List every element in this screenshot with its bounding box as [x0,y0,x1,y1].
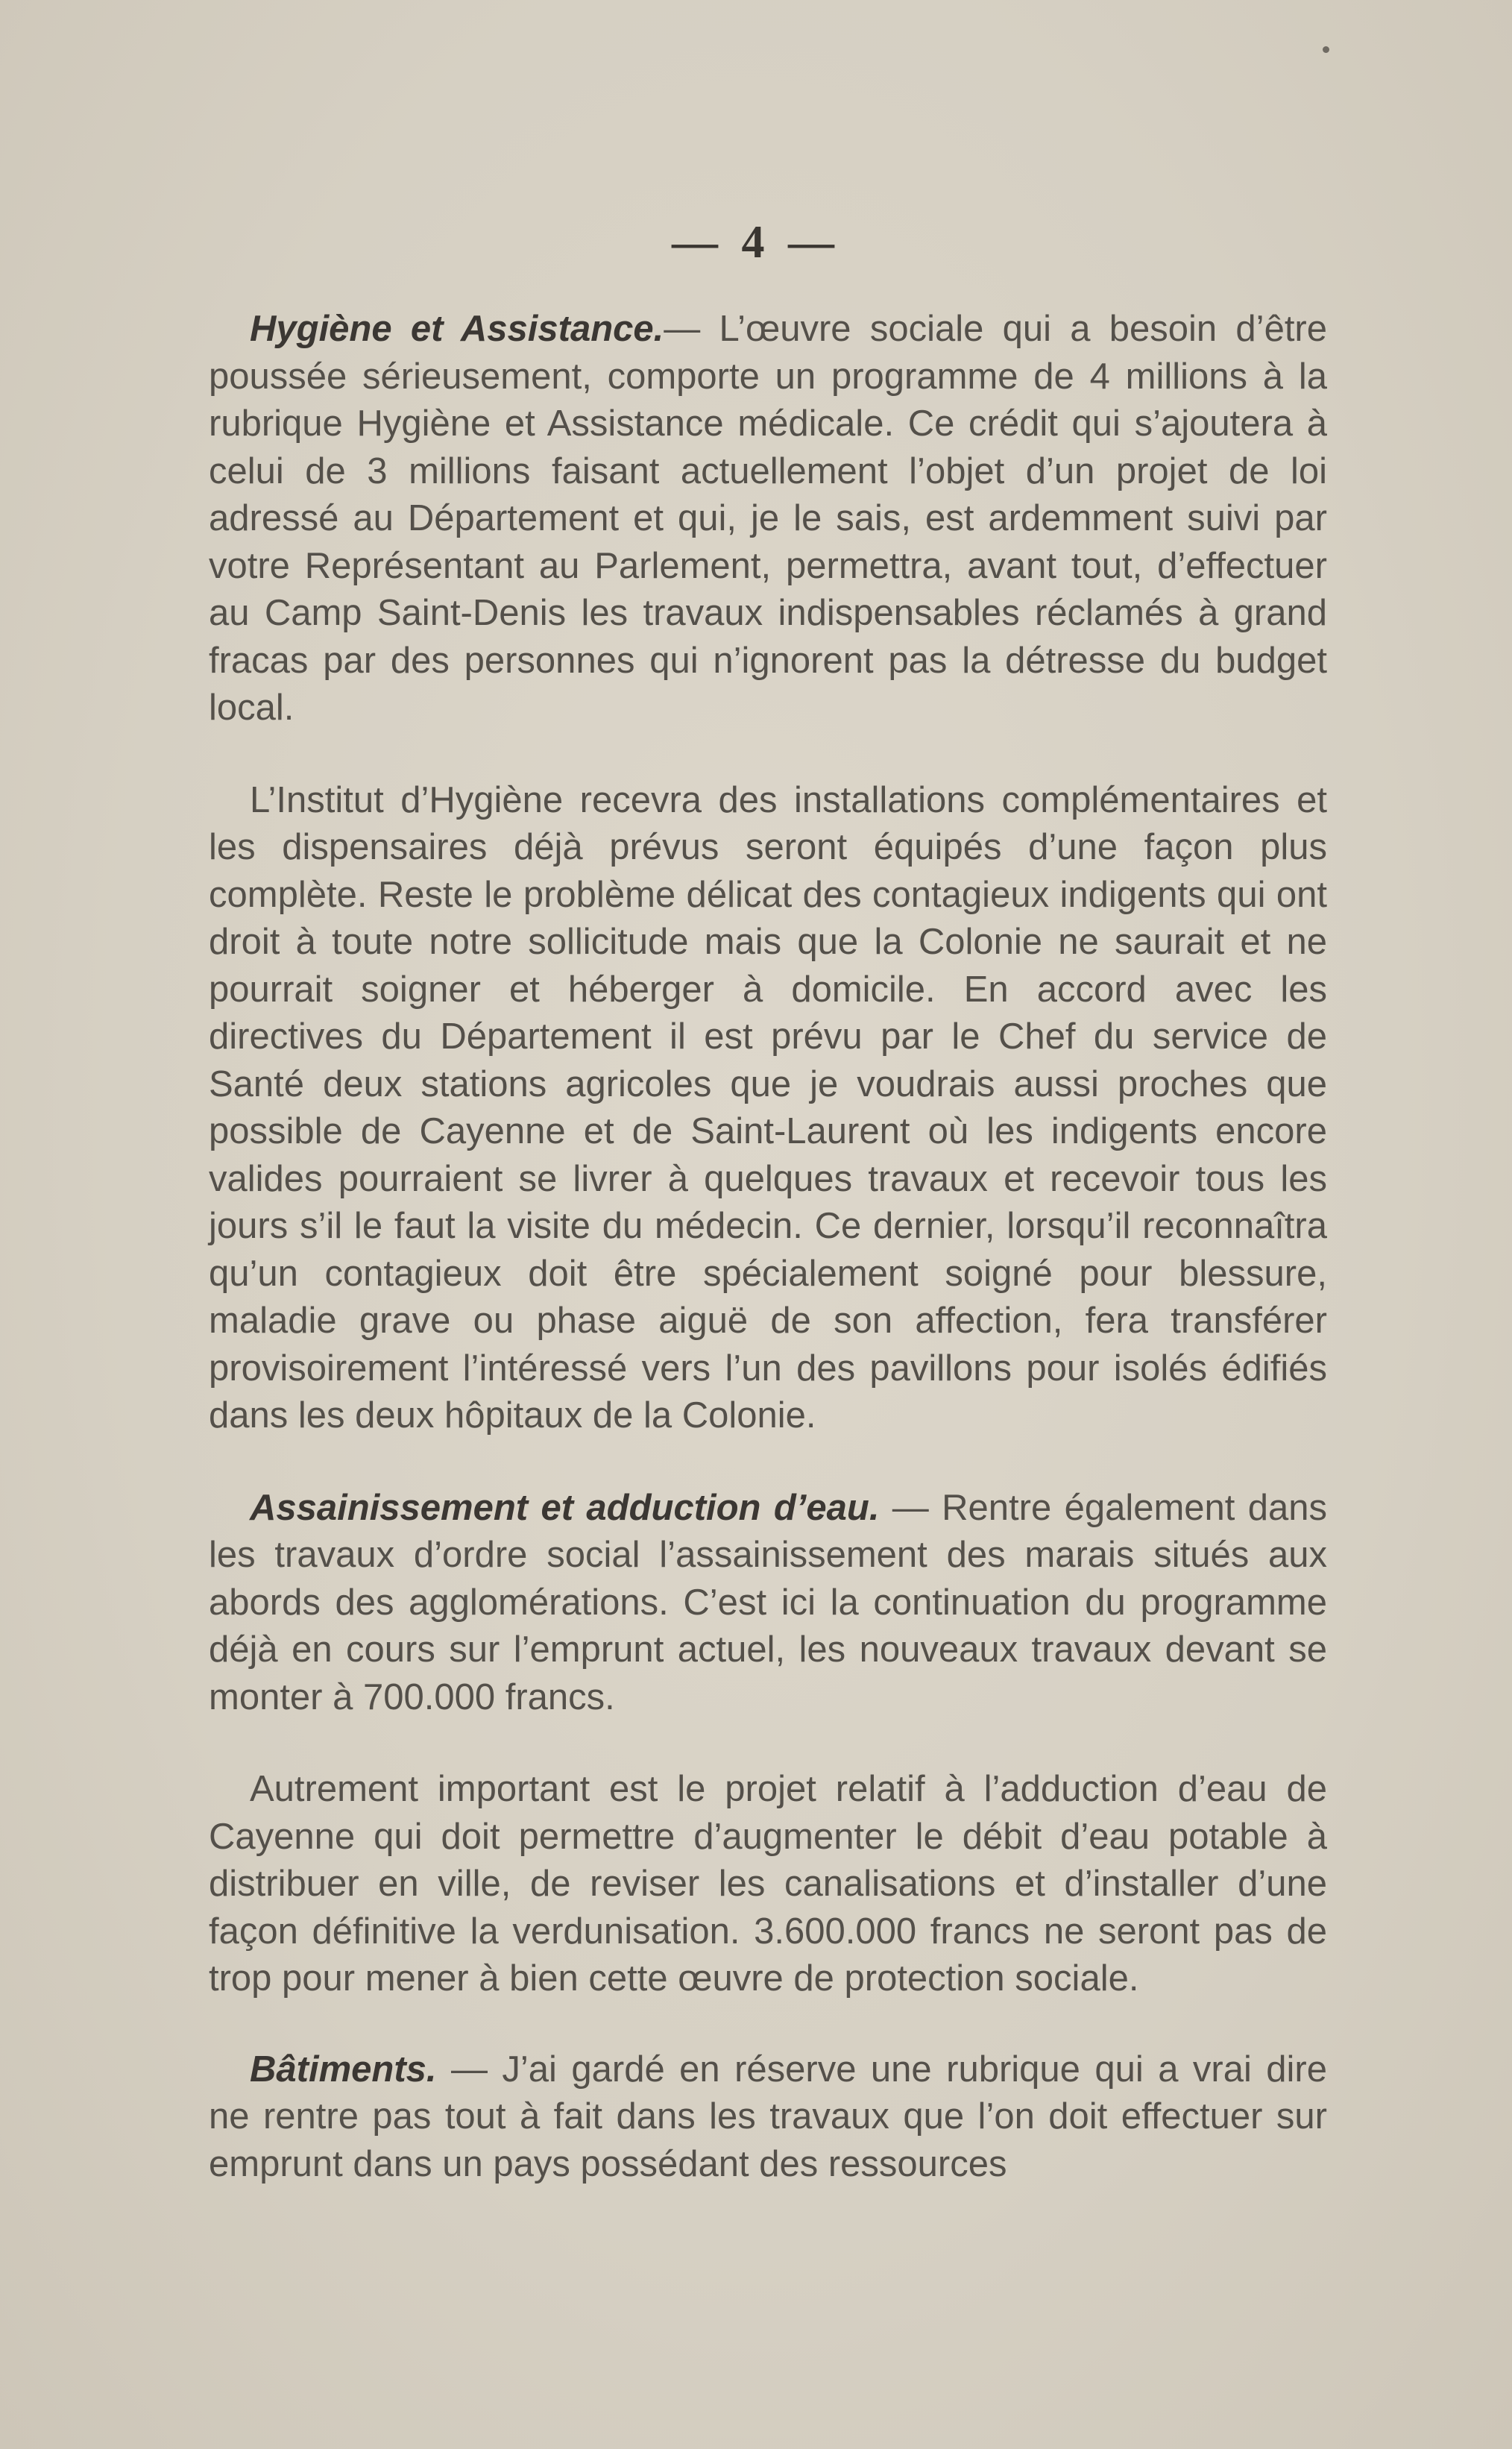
paragraph-gap [209,2003,1327,2046]
paragraph-hygiene [209,306,1327,732]
ink-speck [1323,46,1329,53]
paragraph-text: — J’ai gardé en réserve une rubrique qui a vrai dire ne rentre pas tout à fait dans les travaux que l’on doit effectuer sur emprunt dans un pays possédant des ressources [209,2049,1327,2184]
paragraph-assainissement [209,1485,1327,1722]
paragraph-gap [209,1440,1327,1485]
paragraph-text: L’Institut d’Hygiène recevra des installations complémentaires et les dispensaires déjà prévus seront équipés d’une façon plus complète. Reste le problème délicat des contagieux indigents qui ont droit à toute notre sollicitude mais que la Colonie ne saurait et ne pourrait soigner et héberger à domicile. En accord avec les directives du Département il est prévu par le Chef du service de Santé deux stations agricoles que je voudrais aussi proches que possible de Cayenne et de Saint-Laurent où les indigents encore valides pourraient se livrer à quelques travaux et recevoir tous les jours s’il le faut la visite du médecin. Ce dernier, lorsqu’il reconnaîtra qu’un contagieux doit être spécialement soigné pour blessure, maladie grave ou phase aiguë de son affection, fera transférer provisoirement l’intéressé vers l’un des pavillons pour isolés édifiés dans les deux hôpitaux de la Colonie. [209,779,1327,1436]
paragraph-gap [209,732,1327,777]
paragraph-text: Autrement important est le projet relatif à l’adduction d’eau de Cayenne qui doit permettre d’augmenter le débit d’eau potable à distribuer en ville, de reviser les canalisations et d’installer d’une façon définitive la verdunisation. 3.600.000 francs ne seront pas de trop pour mener à bien cette œuvre de protection sociale. [209,1769,1327,1999]
paragraph-gap [209,1721,1327,1766]
paragraph-adduction [209,1766,1327,2003]
paragraph-text: — Rentre également dans les travaux d’ordre social l’assainissement des marais situés aux abords des agglomérations. C’est ici la continuation du programme déjà en cours sur l’emprunt actuel, les nouveaux travaux devant se monter à 700.000 francs. [209,1487,1328,1717]
section-heading-batiments: Bâtiments. [250,2049,437,2090]
paragraph-institut [209,777,1327,1440]
section-heading-assainissement: Assainissement et adduction d’eau. [250,1487,880,1528]
paragraph-text: — L’œuvre sociale qui a besoin d’être poussée sérieusement, comporte un programme de 4 millions à la rubrique Hygiène et Assistance médicale. Ce crédit qui s’ajoutera à celui de 3 millions faisant actuellement l’objet d’un projet de loi adressé au Département et qui, je le sais, est ardemment suivi par votre Représentant au Parlement, permettra, avant tout, d’effectuer au Camp Saint-Denis les travaux indispensables réclamés à grand fracas par des personnes qui n’ignorent pas la détresse du budget local. [209,309,1328,728]
section-heading-hygiene: Hygiène et Assistance. [250,309,664,349]
page-number: — 4 — [672,217,840,268]
paragraph-batiments [209,2046,1327,2189]
body-text-block [209,306,1327,2188]
